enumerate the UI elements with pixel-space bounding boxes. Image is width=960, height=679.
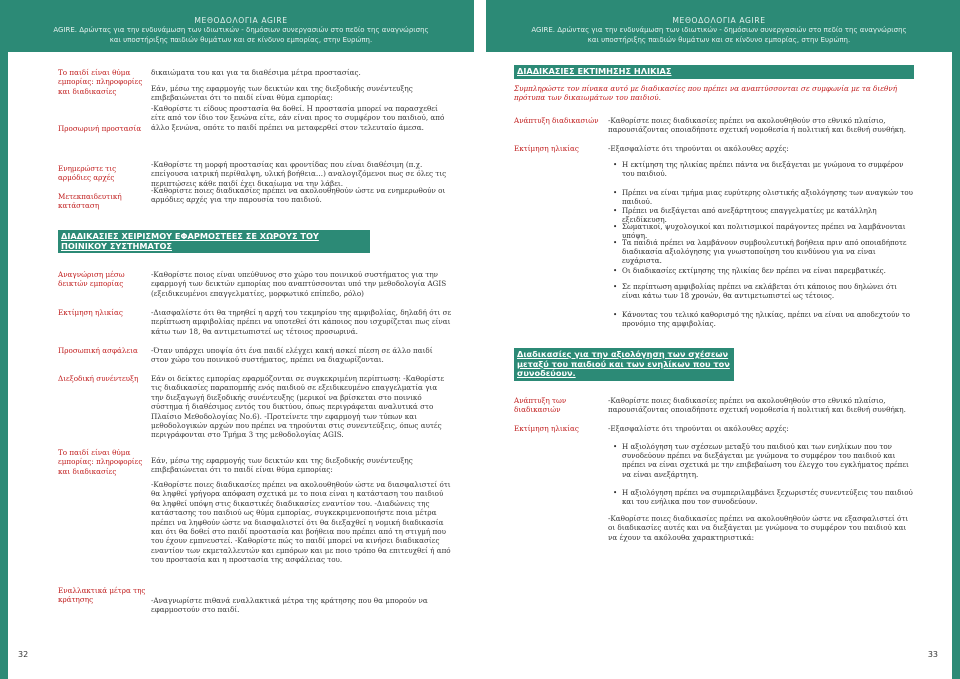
bullet-under-18: • Σε περίπτωση αμφιβολίας πρέπει να εκλάβεται ότι κάποιος που δηλώνει ότι είναι κάτω των 18 χρονών, θα αντιμετωπιστεί ως τέτοιος. xyxy=(622,282,916,300)
bullet-independent: • Πρέπει να διεξάγεται από ανεξάρτητους επαγγελματίες με κατάλληλη εξειδίκευση. xyxy=(622,206,916,224)
text-national-framework: -Καθορίστε ποιες διαδικασίες πρέπει να ακολουθηθούν στο εθνικό πλαίσιο, παρουσιάζοντας οποιαδήποτε σχετική νομοθεσία ή πολιτική και διεθνή συνθήκη. xyxy=(608,116,906,135)
text-interview-referral: Εάν οι δείκτες εμπορίας εφαρμόζονται σε συγκεκριμένη περίπτωση: -Καθορίστε τις διαδικασίες παραπομπής ενός παιδιού σε εξειδικευμένο επαγγελματία για την διεξαγωγή διεξοδικής συνέντευξης (μερικοί να βρίσκεται στο ποινικό σύστημα ή διαθέσιμος εντός του δικτύου, όπως περιγράφεται αναλυτικά στο Πλαίσιο Μεθοδολογίας Νο.6). -Προτείνετε την εφαρμογή των τύπων και μεθοδολογικών αρχών που πρέπει να τηρούνται στις συνεντεύξεις, όπως αυτές περιγράφονται στο Τμήμα 3 της μεθοδολογίας AGIS. xyxy=(151,374,445,440)
label-age-estimation: Εκτίμηση ηλικίας xyxy=(58,308,123,317)
text-benefit-of-doubt: -Διασφαλίστε ότι θα τηρηθεί η αρχή του τεκμηρίου της αμφιβολίας, δηλαδή ότι σε περίπτωση αμφιβολίας πρέπει να υποτεθεί ότι κάποιος που ισχυρίζεται πως είναι κάτω των 18, θα αντιμετωπιστεί ως τέτοιος προσωρινά. xyxy=(151,308,452,336)
text-protection-type: -Καθορίστε τι είδους προστασία θα δοθεί. Η προστασία μπορεί να παρασχεθεί είτε από τον ίδιο τον ξενώνα είτε, εάν είναι προς το συμφέρον του παιδιού, από άλλο ξενώνα, οπότε το παιδί πρέπει να μεταφερθεί στον τελευταίο άμεσα. xyxy=(151,104,445,132)
header-title: ΜΕΘΟΔΟΛΟΓΙΑ AGIRE xyxy=(672,16,766,25)
label-victim-info: Το παιδί είναι θύμα εμπορίας: πληροφορίες και διαδικασίες xyxy=(58,68,143,96)
left-edge-band xyxy=(0,0,8,679)
bullet-best-interest: • Η εκτίμηση της ηλικίας πρέπει πάντα να διεξάγεται με γνώμονα το συμφέρον του παιδιού. xyxy=(622,160,916,178)
bullet-separate-interviews: • Η αξιολόγηση πρέπει να συμπεριλαμβάνει ξεχωριστές συνεντεύξεις του παιδιού και του ενήλικα που τον συνοδεύουν. xyxy=(622,488,916,506)
text-procedure-characteristics: -Καθορίστε ποιες διαδικασίες πρέπει να ακολουθηθούν ώστε να εξασφαλιστεί ότι οι διαδικασίες αυτές και να διεξάγεται με γνώμονα το συμφέρον του παιδιού και να έχουν τα ακόλουθα χαρακτηριστικά: xyxy=(608,514,909,542)
text-separation: -Όταν υπάρχει υποψία ότι ένα παιδί ελέγχει κακή ασκεί πίεση σε άλλο παιδί στον χώρο του ποινικού συστήματος, πρέπει να διαχωρίζονται. xyxy=(151,346,433,365)
label-procedure-development-2: Ανάπτυξη των διαδικασιών xyxy=(514,396,567,415)
text-indicators-responsible: -Καθορίστε ποιος είναι υπεύθυνος στο χώρο του ποινικού συστήματος για την εφαρμογή των δεικτών εμπορίας που αναπτύσσονται υπό την μεθοδολογία AGIS (εξειδικευμένοι επαγγελματίες, μορφωτικό επίπεδο, ρόλο) xyxy=(151,270,447,298)
label-age-estimation-r: Εκτίμηση ηλικίας xyxy=(514,144,579,153)
bullet-factors: • Σωματικοί, ψυχολογικοί και πολιτισμικοί παράγοντες πρέπει να λαμβάνονται υπόψη. xyxy=(622,222,916,240)
bullet-holistic: • Πρέπει να είναι τμήμα μιας ευρύτερης ολιστικής αξιολόγησης των αναγκών του παιδιού. xyxy=(622,188,916,206)
bullet-counselling: • Τα παιδιά πρέπει να λαμβάνουν συμβουλευτική βοήθεια πριν από οποιαδήποτε διαδικασία αξιολόγησης για γνωστοποίηση του κινδύνου για να είναι ευχάριστα. xyxy=(622,238,916,266)
page-number-left: 32 xyxy=(18,650,29,659)
text-principles-2: -Εξασφαλίστε ότι τηρούνται οι ακόλουθες αρχές: xyxy=(608,424,789,433)
text-national-framework-2: -Καθορίστε ποιες διαδικασίες πρέπει να ακολουθηθούν στο εθνικό πλαίσιο, παρουσιάζοντας οποιαδήποτε σχετική νομοθεσία ή πολιτική και διεθνή συνθήκη. xyxy=(608,396,906,415)
right-header xyxy=(486,0,952,52)
header-subtitle-1: AGIRE. Δρώντας για την ενδυνάμωση των ιδιωτικών - δημόσιων συνεργασιών στο πεδίο της αναγνώρισης xyxy=(53,26,429,34)
label-post-status: Μετεκπαιδευτική κατάσταση xyxy=(58,192,122,211)
heading-adult-relations: Διαδικασίες για την αξιολόγηση των σχέσεων μεταξύ του παιδιού και των ενηλίκων που τον συνοδεύουν. xyxy=(514,348,734,381)
text-confirmed-victim-2: Εάν, μέσω της εφαρμογής των δεικτών και της διεξοδικής συνέντευξης επιβεβαιώνεται ότι το παιδί είναι θύμα εμπορίας: xyxy=(151,456,413,475)
text-confirmed-victim: Εάν, μέσω της εφαρμογής των δεικτών και της διεξοδικής συνέντευξης επιβεβαιώνεται ότι το παιδί είναι θύμα εμπορίας: xyxy=(151,84,413,103)
text-rights: δικαιώματα του και για τα διαθέσιμα μέτρα προστασίας. xyxy=(151,68,361,77)
bullet-final-determination: • Κάνοντας του τελικό καθορισμό της ηλικίας, πρέπει να είναι να αποδεχτούν το προνόμιο της αμφιβολίας. xyxy=(622,310,916,328)
heading-penal-procedures: ΔΙΑΔΙΚΑΣΙΕΣ ΧΕΙΡΙΣΜΟΥ ΕΦΑΡΜΟΣΤΕΕΣ ΣΕ ΧΩΡΟΥΣ ΤΟΥ ΠΟΙΝΙΚΟΥ ΣΥΣΤΗΜΑΤΟΣ xyxy=(58,230,370,253)
header-title: ΜΕΘΟΔΟΛΟΓΙΑ AGIRE xyxy=(194,16,288,25)
right-edge-band xyxy=(952,0,960,679)
label-age-estimation-r2: Εκτίμηση ηλικίας xyxy=(514,424,579,433)
bullet-relations-best-interest: • Η αξιολόγηση των σχέσεων μεταξύ του παιδιού και των ενηλίκων που τον συνοδεύουν πρέπει να διεξάγεται με γνώμονα το συμφέρον του παιδιού και πρέπει να είναι σχετικά με την επιβεβαίωση του έλεγχο του εγκλήματος πρέπει να είναι ανεξάρτητη. xyxy=(622,442,916,479)
label-detention-alternatives: Εναλλακτικά μέτρα της κράτησης xyxy=(58,586,146,605)
text-judicial-procedures: -Καθορίστε ποιες διαδικασίες πρέπει να ακολουθηθούν ώστε να διασφαλιστεί ότι θα ληφθεί γρήγορα απόφαση σχετικά με το ποια είναι η κατάσταση του παιδιού θα ληφθεί υπόψη στις δικαστικές διαδικασίες εναντίον του. -Διαδώνεις της κατάστασης του παιδιού ως θύμα εμπορίας, συγκεκριμενοποιήστε ποια μέτρα πρέπει να ληφθούν ώστε να διασφαλιστεί ότι θα διεξαχθεί η νομική διαδικασία και ότι θα δοθεί στο παιδί προστασία και βοήθεια που πρέπει από τη στιγμή που του έχουν εμπνευστεί. -Καθορίστε πώς το παιδί μπορεί να κινήσει διαδικασίες εναντίον των εκμεταλλευτών και εμπόρων και με ποιο τρόπο θα επιτευχθεί ή από του προστασία και η προστασία της ασφάλειας του. xyxy=(151,480,451,565)
text-authority-procedures: -Καθορίστε ποιες διαδικασίες πρέπει να ακολουθηθούν ώστε να ενημερωθούν οι αρμόδιες αρχές για την παρουσία του παιδιού. xyxy=(151,186,446,205)
page-number-right: 33 xyxy=(927,650,938,659)
header-subtitle-2: και υποστήριξης παιδιών θυμάτων και σε κίνδυνο εμπορίας, στην Ευρώπη. xyxy=(587,35,851,44)
note-fill-table: Συμπληρώστε τον πίνακα αυτό με διαδικασίες που πρέπει να αναπτύσσονται σε συμφωνία με τα διεθνή πρότυπα των δικαιωμάτων του παιδιού. xyxy=(514,84,898,103)
label-temp-protection: Προσωρινή προστασία xyxy=(58,124,142,133)
label-identification: Αναγνώριση μέσω δεικτών εμπορίας xyxy=(58,270,125,289)
header-subtitle-1: AGIRE. Δρώντας για την ενδυνάμωση των ιδιωτικών - δημόσιων συνεργασιών στο πεδίο της αναγνώρισης xyxy=(531,26,907,34)
text-detention-alternatives: -Αναγνωρίστε πιθανά εναλλακτικά μέτρα της κράτησης που θα μπορούν να εφαρμοστούν στο παιδί. xyxy=(151,596,428,615)
text-care-form: -Καθορίστε τη μορφή προστασίας και φροντίδας που είναι διαθέσιμη (π.χ. επείγουσα ιατρική περίθαλψη, υλική βοήθεια…) αναλογιζόμενοι πως σε όλες τις περιπτώσεις κάθε παιδί έχει δικαίωμα να την λάβει. xyxy=(151,160,447,188)
label-personal-safety: Προσωπική ασφάλεια xyxy=(58,346,138,355)
left-page xyxy=(8,52,474,679)
label-victim-info-2: Το παιδί είναι θύμα εμπορίας: πληροφορίες και διαδικασίες xyxy=(58,448,143,476)
bullet-non-invasive: • Οι διαδικασίες εκτίμησης της ηλικίας δεν πρέπει να είναι παρεμβατικές. xyxy=(622,266,916,275)
text-principles: -Εξασφαλίστε ότι τηρούνται οι ακόλουθες αρχές: xyxy=(608,144,789,153)
heading-age-estimation: ΔΙΑΔΙΚΑΣΙΕΣ ΕΚΤΙΜΗΣΗΣ ΗΛΙΚΙΑΣ xyxy=(514,65,914,79)
right-page xyxy=(486,52,952,679)
left-header xyxy=(8,0,474,52)
label-in-depth-interview: Διεξοδική συνέντευξη xyxy=(58,374,139,383)
header-subtitle-2: και υποστήριξης παιδιών θυμάτων και σε κίνδυνο εμπορίας, στην Ευρώπη. xyxy=(109,35,373,44)
label-procedure-development: Ανάπτυξη διαδικασιών xyxy=(514,116,599,125)
label-inform-authorities: Ενημερώστε τις αρμόδιες αρχές xyxy=(58,164,117,183)
